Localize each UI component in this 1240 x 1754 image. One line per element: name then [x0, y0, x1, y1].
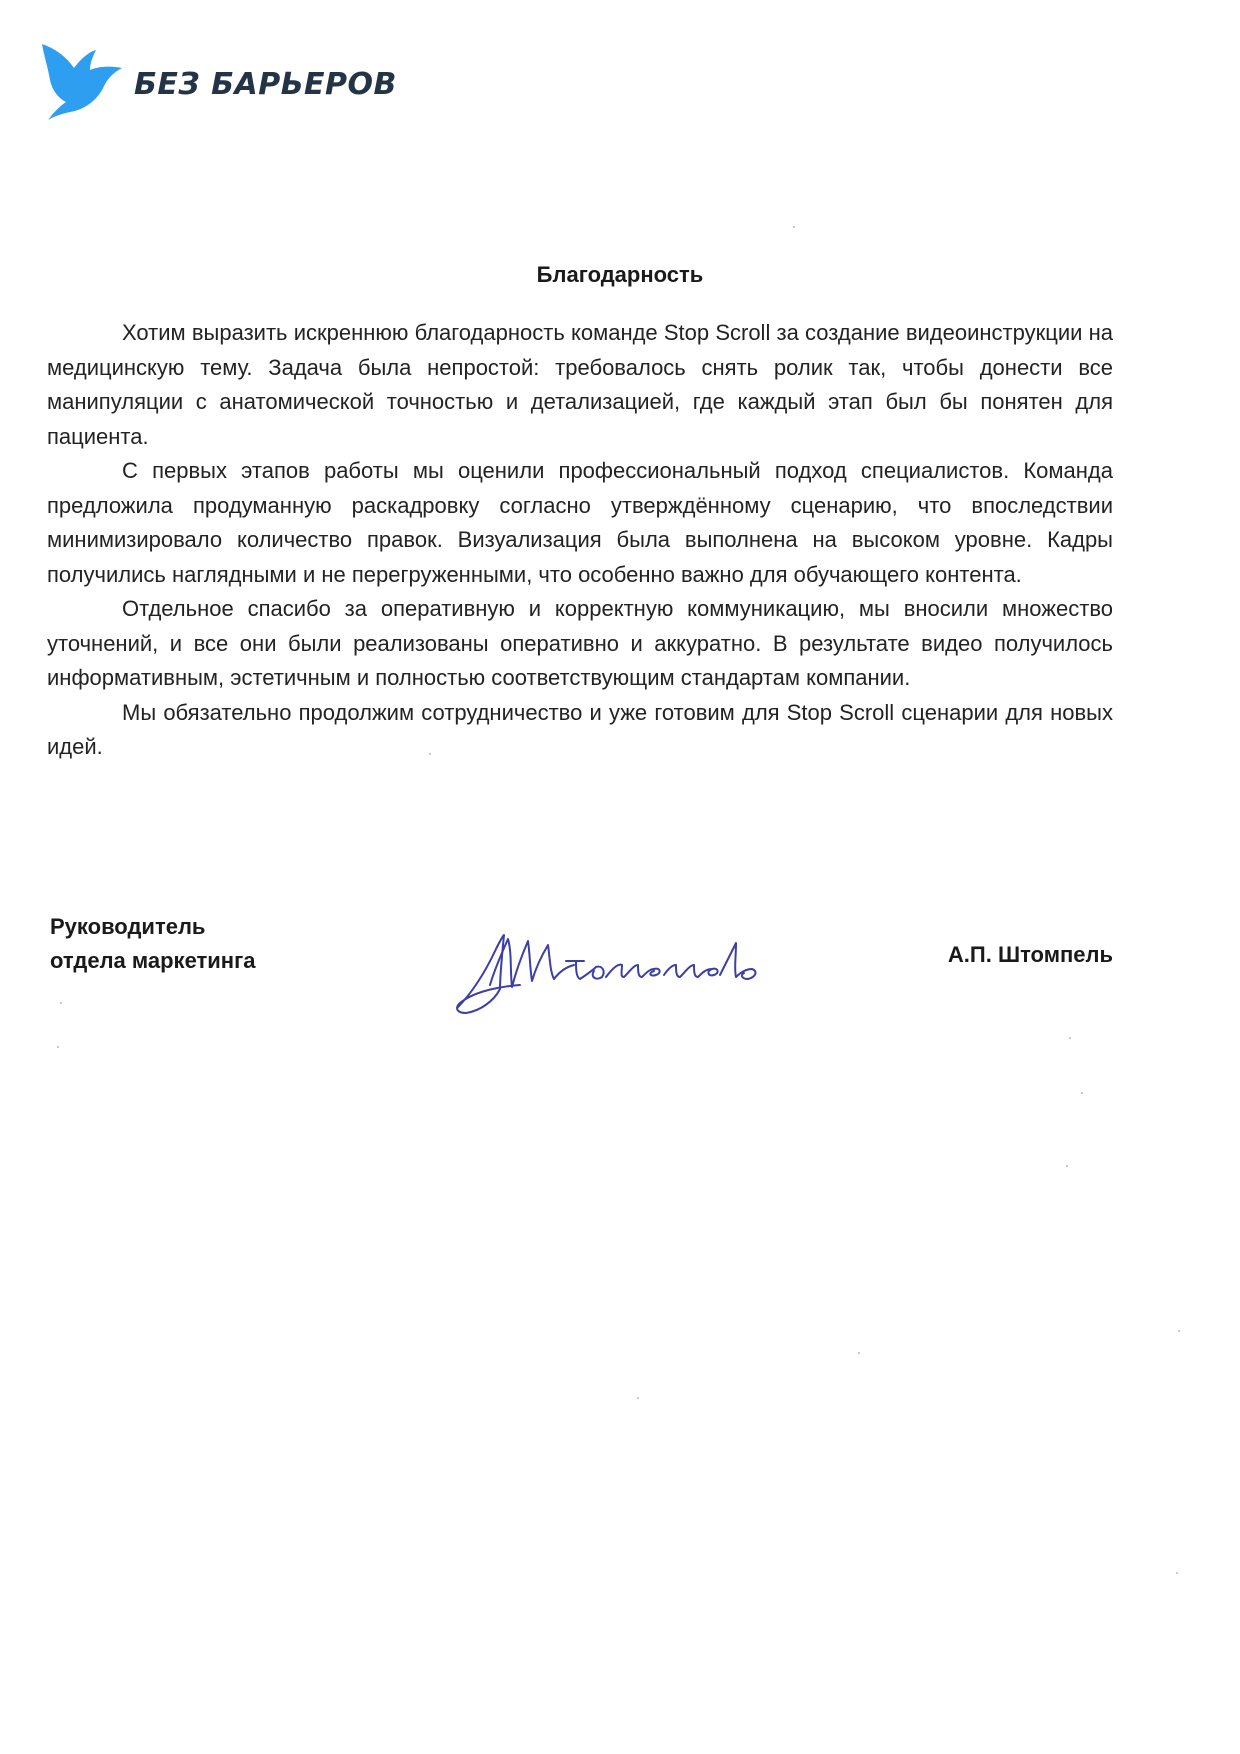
scan-speck [793, 226, 795, 228]
signer-name: А.П. Штомпель [947, 942, 1113, 967]
letter-paragraph: С первых этапов работы мы оценили профессиональный подход специалистов. Команда предложила продуманную раскадровку согласно утверждённому сценарию, что впоследствии минимизировало количество правок. Визуализация была выполнена на высоком уровне. Кадры получились наглядными и не перегруженными, что особенно важно для обучающего контента. [47, 458, 1113, 587]
scan-speck [1178, 1330, 1180, 1332]
scan-speck [60, 1002, 62, 1004]
scan-speck [1176, 1572, 1178, 1574]
bird-icon [40, 40, 124, 120]
scan-speck [1081, 1092, 1083, 1094]
logo [40, 40, 397, 120]
scan-speck [57, 1046, 59, 1048]
letter-paragraph: Мы обязательно продолжим сотрудничество и уже готовим для Stop Scroll сценарии для новых идей. [47, 699, 1113, 759]
letter-title: Благодарность [536, 262, 704, 287]
letter-paragraph: Отдельное спасибо за оперативную и корректную коммуникацию, мы вносили множество уточнений, и все они были реализованы оперативно и аккуратно. В результате видео получилось информативным, эстетичным и полностью соответствующим стандартам компании. [47, 596, 1113, 690]
letter-body [47, 316, 1113, 765]
scan-speck [1066, 1165, 1068, 1167]
scan-speck [429, 753, 431, 755]
scan-speck [637, 1397, 639, 1399]
scan-speck [858, 1352, 860, 1354]
scan-speck [1069, 1037, 1071, 1039]
signer-position-line: отдела маркетинга [50, 948, 256, 973]
handwritten-signature [450, 915, 770, 1025]
letter-paragraph: Хотим выразить искреннюю благодарность команде Stop Scroll за создание видеоинструкции на медицинскую тему. Задача была непростой: требовалось снять ролик так, чтобы донести все манипуляции с анатомической точностью и детализацией, где каждый этап был бы понятен для пациента. [47, 320, 1113, 449]
signer-position-line: Руководитель [50, 914, 206, 939]
logo-text: БЕЗ БАРЬЕРОВ [134, 66, 397, 102]
signer-position [50, 910, 256, 978]
